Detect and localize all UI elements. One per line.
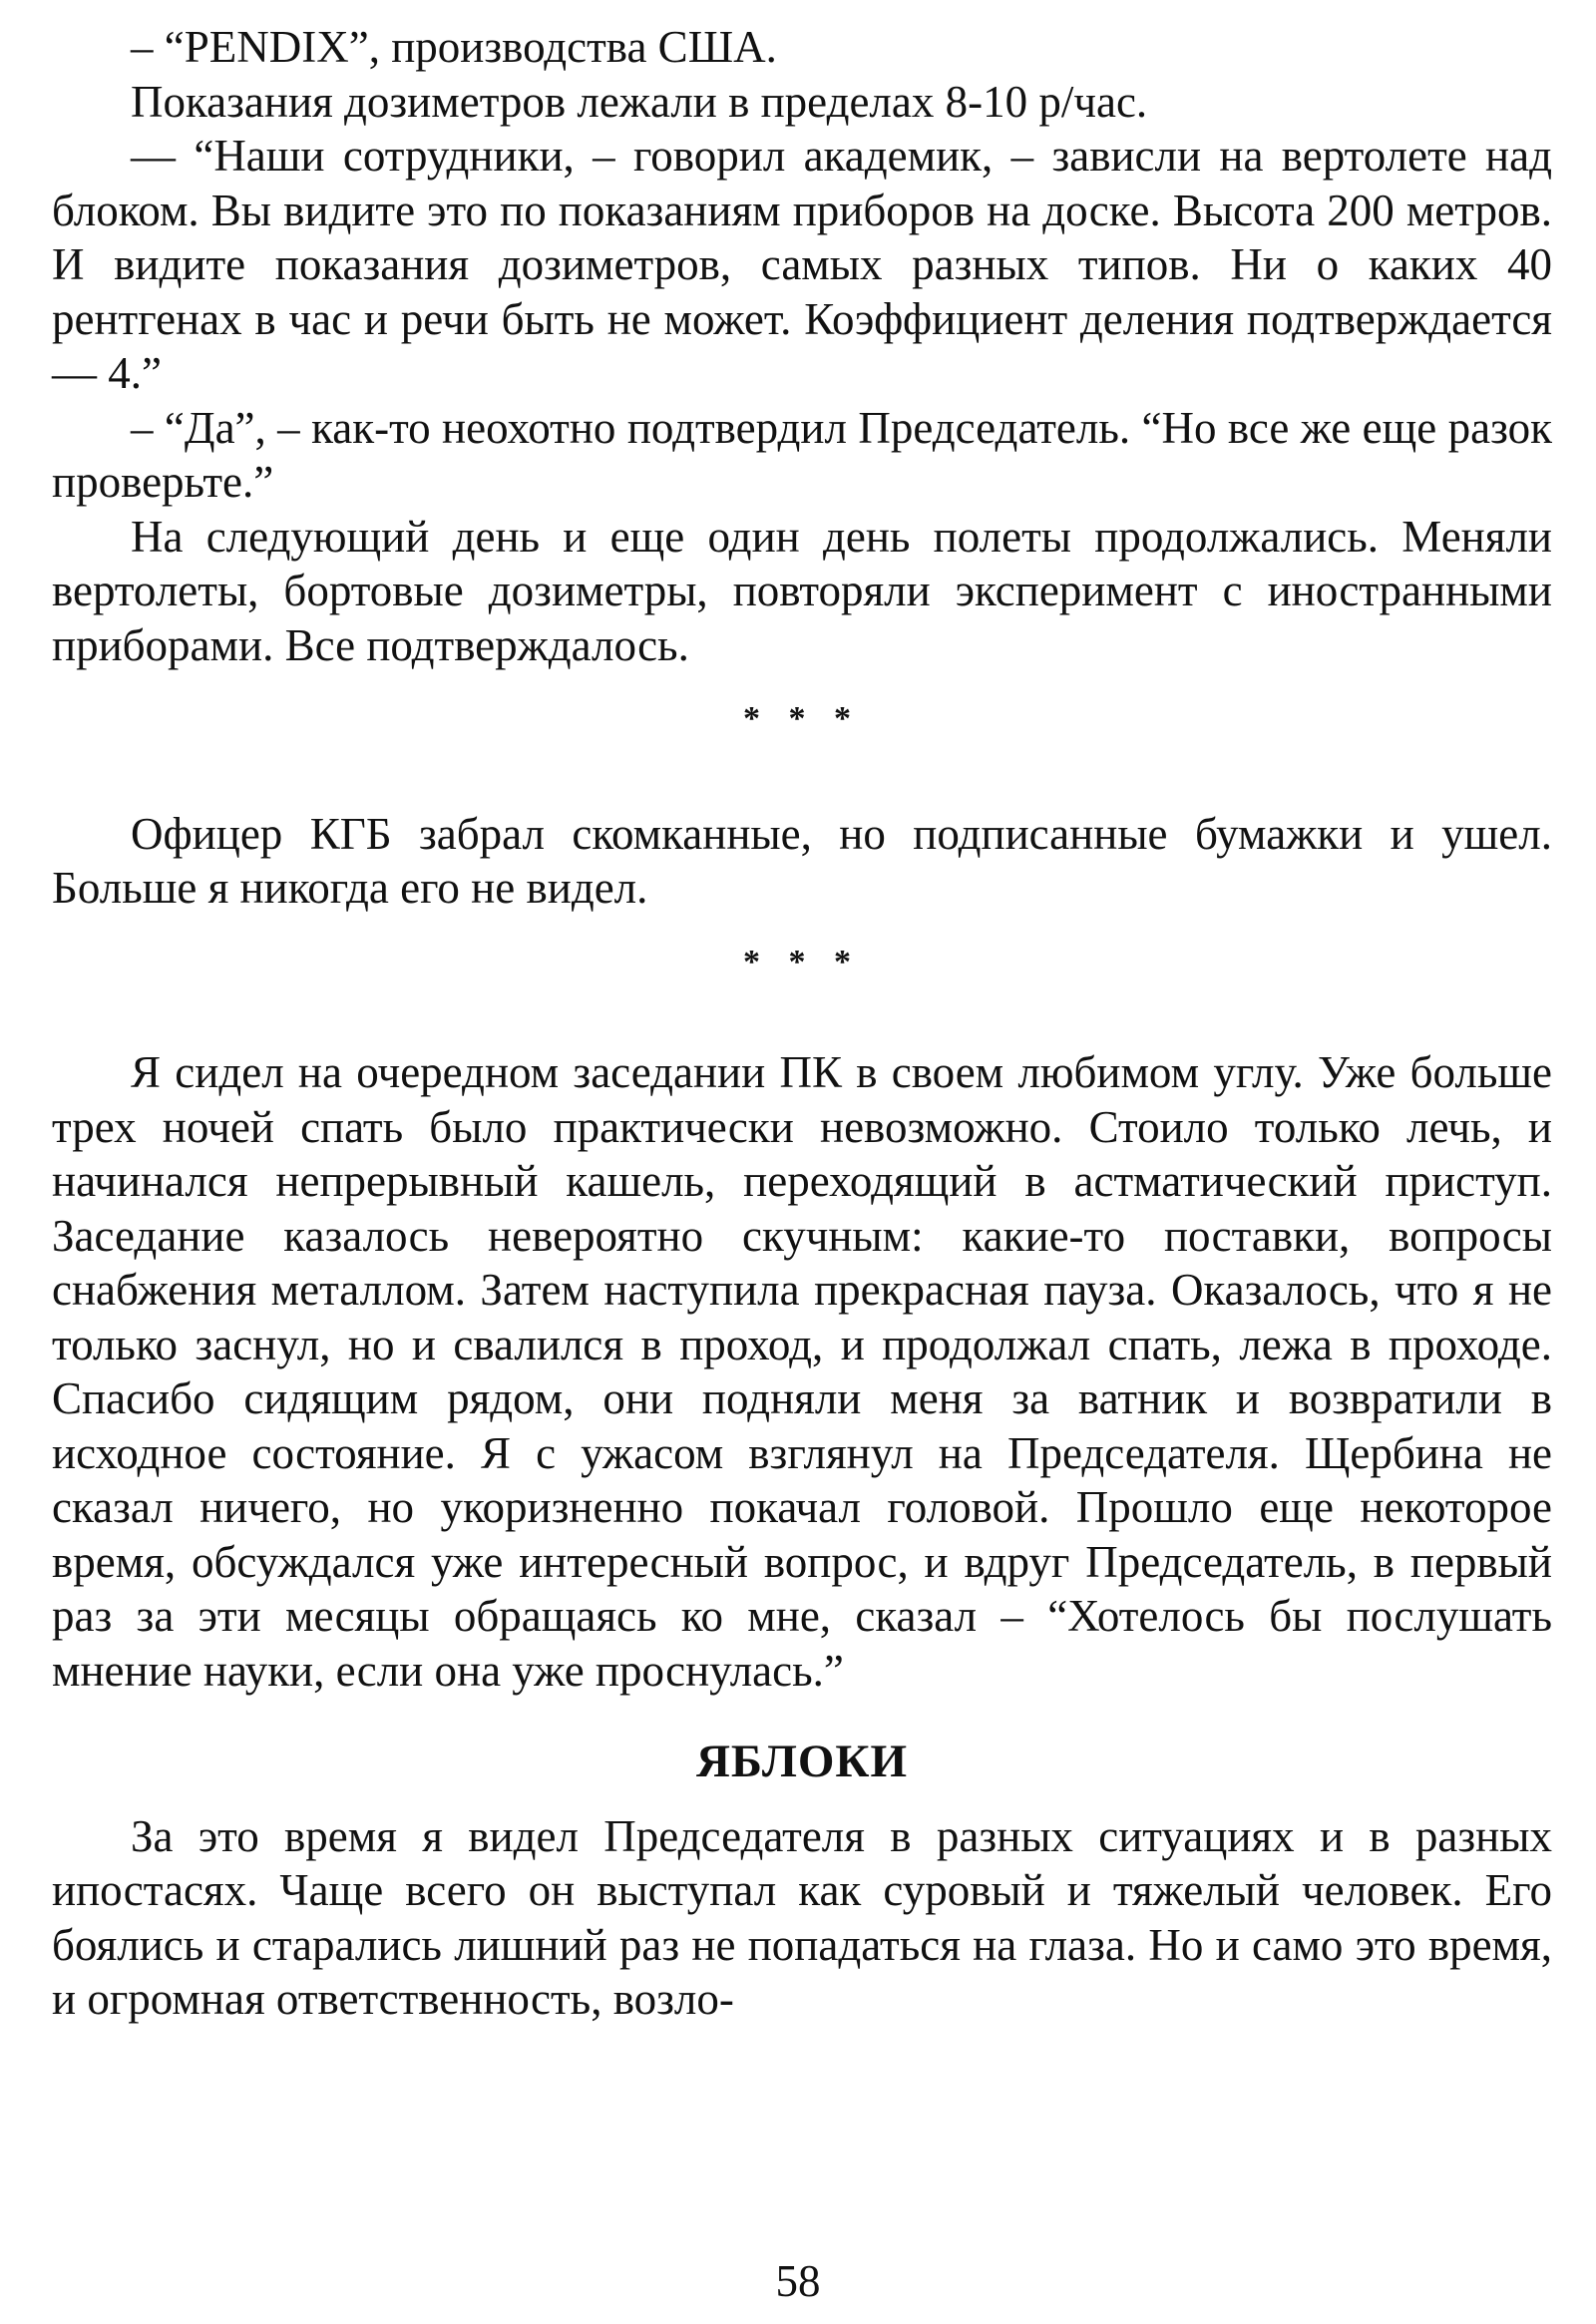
page-body — [52, 20, 1552, 2027]
paragraph-flights-continued: На следующий день и еще один день полеты продолжались. Меняли вертолеты, бортовые дозиметры, повторяли эксперимент с иностранными приборами. Все подтверждалось. — [52, 511, 1552, 670]
paragraph-chairman-reply: – “Да”, – как-то неохотно подтвердил Председатель. “Но все же еще разок проверьте.” — [52, 402, 1552, 507]
paragraph-academic-quote: — “Наши сотрудники, – говорил академик, – зависли на вертолете над блоком. Вы видите это по показаниям приборов на доске. Высота 200 метров. И видите показания дозиметров, самых разных типов. Ни о каких 40 рентгенах в час и речи быть не может. Коэффициент деления подтверждается — 4.” — [52, 131, 1552, 398]
paragraph-pendix: – “PENDIX”, производства США. — [131, 22, 777, 72]
paragraph-kgb-officer: Офицер КГБ забрал скомканные, но подписанные бумажки и ушел. Больше я никогда его не видел. — [52, 808, 1552, 913]
section-separator-2: * * * — [743, 943, 861, 980]
page-number: 58 — [775, 2256, 821, 2306]
paragraph-commission-session: Я сидел на очередном заседании ПК в своем любимом углу. Уже больше трех ночей спать было практически невозможно. Стоило только лечь, и начинался непрерывный кашель, переходящий в астматический приступ. Заседание казалось невероятно скучным: какие-то поставки, вопросы снабжения металлом. Затем наступила прекрасная пауза. Оказалось, что я не только заснул, но и свалился в проход, и продолжал спать, лежа в проходе. Спасибо сидящим рядом, они подняли меня за ватник и возвратили в исходное состояние. Я с ужасом взглянул на Председателя. Щербина не сказал ничего, но укоризненно покачал головой. Прошло еще некоторое время, обсуждался уже интересный вопрос, и вдруг Председатель, в первый раз за эти месяцы обращаясь ко мне, сказал – “Хотелось бы послушать мнение науки, если она уже проснулась.” — [52, 1047, 1552, 1696]
paragraph-apples: За это время я видел Председателя в разных ситуациях и в разных ипостасях. Чаще всего он выступал как суровый и тяжелый человек. Его боялись и старались лишний раз не попадаться на глаза. Но и само это время, и огромная ответственность, возло- — [52, 1810, 1552, 2024]
section-separator-1: * * * — [743, 700, 861, 737]
section-heading-apples: ЯБЛОКИ — [695, 1736, 909, 1787]
paragraph-dosimeter-readings: Показания дозиметров лежали в пределах 8-10 р/час. — [131, 76, 1148, 127]
